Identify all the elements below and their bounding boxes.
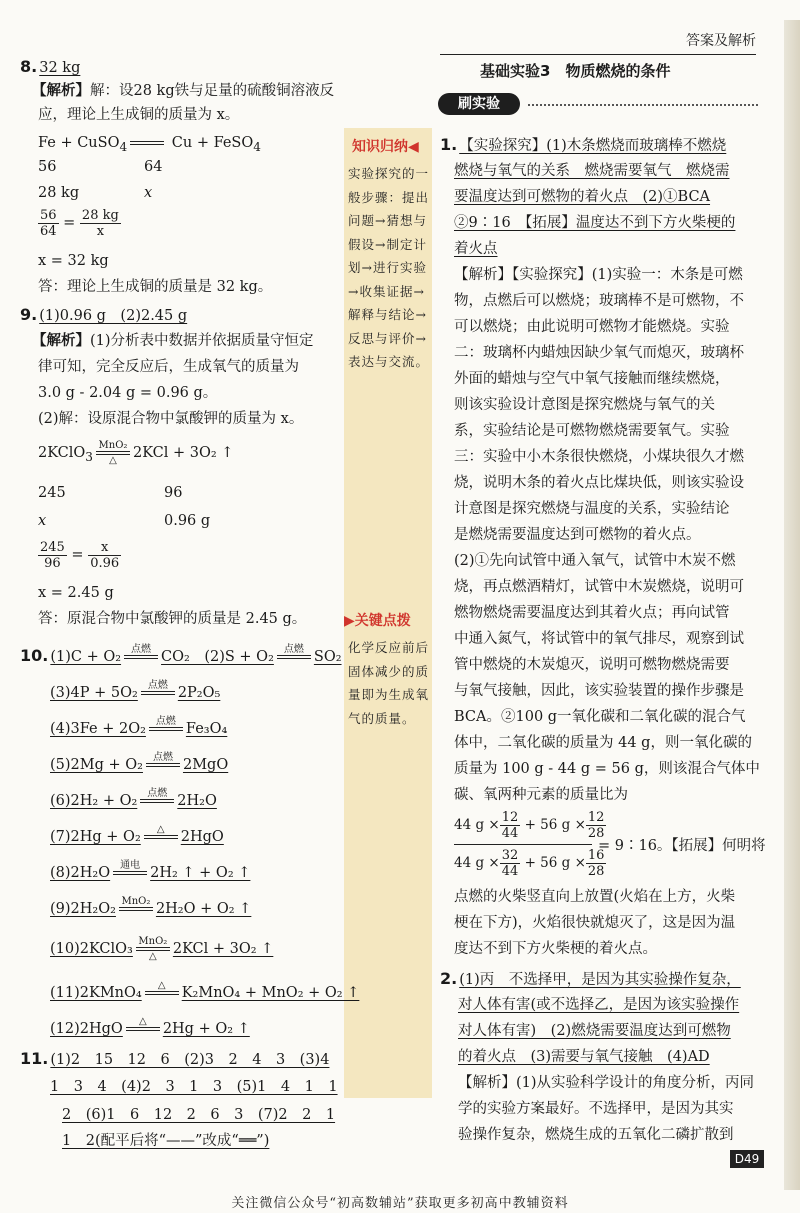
header-title: 答案及解析 [686,33,756,49]
q1-analysis-5: 外面的蜡烛与空气中氧气接触而继续燃烧， [454,371,730,387]
q1-analysis-4: 二：玻璃杯内蜡烛因缺少氧气而熄灭，玻璃杯 [454,345,744,361]
q10-item-1: 10. (1)C + O₂ 点燃 CO₂ (2)S + O₂ 点燃 SO₂ [20,644,342,665]
q1-tail-3: 度达不到下方火柴梗的着火点。 [454,941,657,957]
q9-row1-left: 245 [38,485,66,501]
q1-answer-2: 燃烧与氧气的关系 燃烧需要氧气 燃烧需 [454,163,730,179]
q10-item-10: (10)2KClO₃ MnO₂ △ 2KCl + 3O₂ ↑ [50,936,274,962]
q10-item-3: (3)4P + 5O₂ 点燃 2P₂O₅ [50,680,221,701]
q10-item-8: (8)2H₂O 通电 2H₂ ↑ + O₂ ↑ [50,860,251,881]
q10-item-4: (4)3Fe + 2O₂ 点燃 Fe₃O₄ [50,716,228,737]
q9-analysis-3: 3.0 g - 2.04 g = 0.96 g。 [38,385,218,401]
page-edge [784,20,800,1190]
q2-answer-4: 的着火点 (3)需要与氧气接触 (4)AD [458,1049,710,1065]
q1-tail-2: 梗在下方)，火焰很快就熄灭了，这是因为温 [454,915,736,931]
note1-title: 知识归纳◀ [352,139,419,155]
q1-analysis-19: 体中，二氧化碳的质量为 44 g，则一氧化碳的 [454,735,752,751]
q2-answer-1: 2. (1)丙 不选择甲，是因为其实验操作复杂， [440,969,741,988]
q9-analysis-2: 律可知，完全反应后，生成氧气的质量为 [38,359,299,375]
q2-analysis-2: 学的实验方案最好。不选择甲，是因为其实 [458,1101,734,1117]
q1-analysis-8: 三：实验中小木条很快燃烧，小煤块很久才燃 [454,449,744,465]
header-rule [440,54,756,55]
q1-analysis-10: 计意图是探究燃烧与温度的关系，实验结论 [454,501,730,517]
q9-result: x = 2.45 g [38,585,114,601]
q1-analysis-12: (2)①先向试管中通入氧气，试管中木炭不燃 [454,553,736,569]
q1-analysis-1: 【解析】【实验探究】(1)实验一：木条是可燃 [454,267,743,283]
q1-analysis-13: 烧，再点燃酒精灯，试管中木炭燃烧，说明可 [454,579,744,595]
q9-proportion: $\frac{245}{96}$ = $\frac{x}{0.96}$ [40,539,120,571]
q1-analysis-2: 物，点燃后可以燃烧；玻璃棒不是可燃物，不 [454,293,744,309]
q10-item-12: (12)2HgO △ 2Hg + O₂ ↑ [50,1016,250,1037]
q8-result: x = 32 kg [38,253,109,269]
q8-proportion: $\frac{56}{64}$ = $\frac{28 kg}{x}$ [40,207,119,239]
q2-answer-3: 对人体有害) (2)燃烧需要温度达到可燃物 [458,1023,731,1039]
q1-answer-5: 着火点 [454,241,498,257]
q9-answer: 9. (1)0.96 g (2)2.45 g [20,305,188,324]
q11-line-2: 1 3 4 (4)2 3 1 3 (5)1 4 1 1 [50,1079,338,1095]
q9-row2-right: 0.96 g [164,513,211,529]
q10-item-7: (7)2Hg + O₂ △ 2HgO [50,824,224,845]
q9-analysis-4: (2)解：设原混合物中氯酸钾的质量为 x。 [38,411,304,427]
q1-analysis-20: 质量为 100 g - 44 g = 56 g，则该混合气体中 [454,761,760,777]
q10-item-5: (5)2Mg + O₂ 点燃 2MgO [50,752,229,773]
q1-tail-1: 点燃的火柴竖直向上放置(火焰在上方，火柴 [454,889,736,905]
section-badge: 刷实验 [438,93,520,115]
q1-analysis-11: 是燃烧需要温度达到可燃物的着火点。 [454,527,701,543]
q9-analysis-1: 【解析】(1)分析表中数据并依据质量守恒定 [32,333,314,349]
q1-analysis-9: 烧，说明木条的着火点比煤块低，则该实验设 [454,475,744,491]
q1-analysis-7: 系，实验结论是可燃物燃烧需要氧气。实验 [454,423,730,439]
note1-body: 实验探究的一 般步骤：提出 问题→猜想与 假设→制定计 划→进行实验 →收集证据→ 解释与结论→ 反思与评价→ 表达与交流。 [348,166,430,369]
section-title: 基础实验3 物质燃烧的条件 [480,62,671,80]
q8-analysis-1: 【解析】解：设28 kg铁与足量的硫酸铜溶液反 [32,83,335,99]
q10-item-9: (9)2H₂O₂ MnO₂ 2H₂O + O₂ ↑ [50,896,252,917]
q9-row1-right: 96 [164,485,183,501]
q2-answer-2: 对人体有害(或不选择乙，是因为该实验操作 [458,997,740,1013]
q8-row2-left: 28 kg [38,185,80,201]
q9-row2-left: x [38,513,47,529]
note2-title: ▶关键点拨 [344,613,411,629]
q10-item-6: (6)2H₂ + O₂ 点燃 2H₂O [50,788,217,809]
q11-line-1: 11. (1)2 15 12 6 (2)3 2 4 3 (3)4 [20,1049,330,1068]
q1-analysis-21: 碳、氧两种元素的质量比为 [454,787,628,803]
q2-analysis-1: 【解析】(1)从实验科学设计的角度分析，丙同 [458,1075,755,1091]
footer-note: 关注微信公众号“初高数辅站”获取更多初高中教辅资料 [231,1196,569,1211]
q1-analysis-3: 可以燃烧；由此说明可燃物才能燃烧。实验 [454,319,730,335]
q1-analysis-16: 管中燃烧的木炭熄灭，说明可燃物燃烧需要 [454,657,730,673]
q1-analysis-14: 燃物燃烧需要温度达到其着火点；再向试管 [454,605,730,621]
q1-answer-4: ②9∶16 【拓展】温度达不到下方火柴梗的 [454,215,736,231]
q8-equation: Fe + CuSO$_4$ Cu + FeSO$_4$ [38,135,261,154]
q8-row1-left: 56 [38,159,57,175]
note2-body: 化学反应前后 固体减少的质 量即为生成氧 气的质量。 [348,640,430,726]
q8-row1-right: 64 [144,159,163,175]
q1-analysis-6: 则该实验设计意图是探究燃烧与氧气的关 [454,397,715,413]
page-number: D49 [730,1150,764,1168]
q11-line-3: 2 (6)1 6 12 2 6 3 (7)2 2 1 [62,1107,336,1123]
dotted-divider [528,104,758,106]
q1-answer-3: 要温度达到可燃物的着火点 (2)①BCA [454,189,711,205]
q2-analysis-3: 验操作复杂，燃烧生成的五氧化二磷扩散到 [458,1127,734,1143]
q8-row2-right: x [144,185,153,201]
q8-analysis-2: 应，理论上生成铜的质量为 x。 [38,107,240,123]
q10-item-11: (11)2KMnO₄ △ K₂MnO₄ + MnO₂ + O₂ ↑ [50,980,360,1001]
q1-analysis-18: BCA。②100 g一氧化碳和二氧化碳的混合气 [454,709,746,725]
q9-equation: 2KClO$_3$ MnO₂ △ 2KCl + 3O₂ ↑ [38,440,234,466]
q1-analysis-17: 与氧气接触，因此，该实验装置的操作步骤是 [454,683,744,699]
q1-ratio-expression: 44 g × $\frac{12}{44}$ + 56 g × $\frac{12}{28}$ 44 g × $\frac{32}{44}$ + 56 g × $\frac{16}{28}$ = 9∶16。【拓展】何明将 [454,810,766,879]
q1-answer-1: 1. 【实验探究】(1)木条燃烧而玻璃棒不燃烧 [440,135,727,154]
q9-conclusion: 答：原混合物中氯酸钾的质量是 2.45 g。 [38,611,307,627]
q8-conclusion: 答：理论上生成铜的质量是 32 kg。 [38,279,273,295]
q8-answer: 8. 32 kg [20,57,81,76]
q1-analysis-15: 中通入氮气，将试管中的氧气排尽，观察到试 [454,631,744,647]
q11-line-4: 1 2(配平后将“——”改成“══”) [62,1133,270,1149]
